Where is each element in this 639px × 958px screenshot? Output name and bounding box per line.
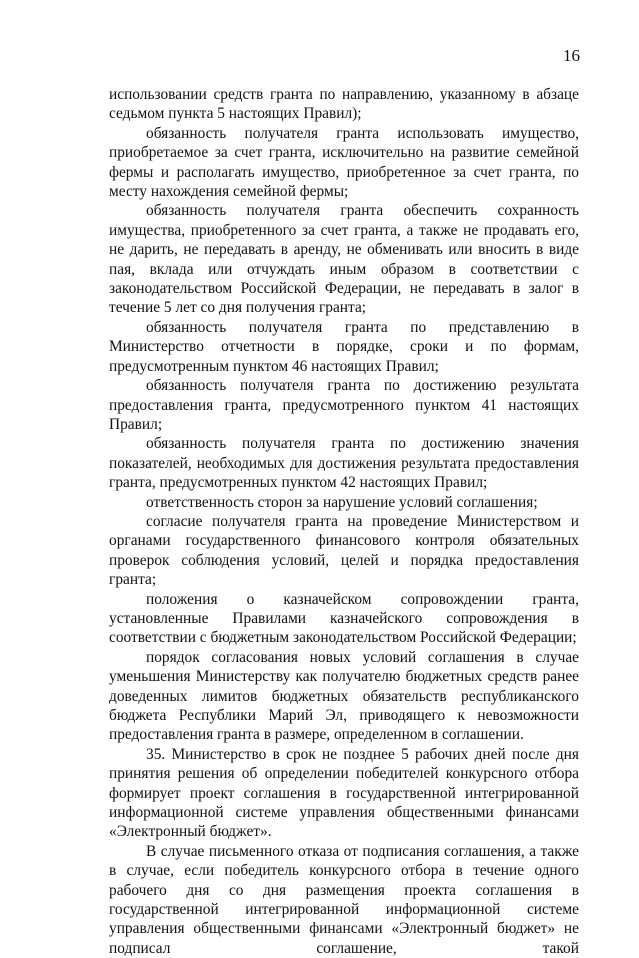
- document-body: [109, 85, 579, 958]
- paragraph-obligation-preserve-property: обязанность получателя гранта обеспечить сохранность имущества, приобретенного за счет гранта, а также не продавать его, не дарить, не передавать в аренду, не обменивать или вносить в виде пая, вклада или отчуждать иным образом в соответствии с законодательством Российской Федерации, не передавать в залог в течение 5 лет со дня получения гранта;: [109, 202, 579, 317]
- paragraph-responsibility: ответственность сторон за нарушение условий соглашения;: [146, 493, 538, 511]
- page-number: 16: [563, 46, 580, 65]
- paragraph-continuation: использовании средств гранта по направлению, указанному в абзаце седьмом пункта 5 настоящих Правил);: [109, 86, 579, 123]
- paragraph-consent-inspections: согласие получателя гранта на проведение Министерством и органами государственного финансового контроля обязательных проверок соблюдения условий, целей и порядка предоставления гранта;: [109, 512, 579, 589]
- paragraph-item-35: 35. Министерство в срок не позднее 5 рабочих дней после дня принятия решения об определении победителей конкурсного отбора формирует проект соглашения в государственной интегрированной информационной системе управления общественными финансами «Электронный бюджет».: [109, 745, 579, 841]
- paragraph-obligation-indicators: обязанность получателя гранта по достижению значения показателей, необходимых для достижения результата предоставления гранта, предусмотренных пунктом 42 настоящих Правил;: [109, 435, 579, 492]
- paragraph-refusal: В случае письменного отказа от подписания соглашения, а также в случае, если победитель конкурсного отбора в течение одного рабочего дня со дня размещения проекта соглашения в государственной интегрированной информационной системе управления общественными финансами «Электронный бюджет» не подписал соглашение, такой: [109, 842, 579, 957]
- paragraph-obligation-reporting: обязанность получателя гранта по представлению в Министерство отчетности в порядке, сроки и по формам, предусмотренным пунктом 46 настоящих Правил;: [109, 318, 579, 375]
- paragraph-obligation-result: обязанность получателя гранта по достижению результата предоставления гранта, предусмотренного пунктом 41 настоящих Правил;: [109, 377, 579, 433]
- paragraph-treasury-support: положения о казначейском сопровождении гранта, установленные Правилами казначейского сопровождения в соответствии с бюджетным законодательством Российской Федерации;: [109, 590, 579, 647]
- paragraph-new-conditions: порядок согласования новых условий соглашения в случае уменьшения Министерству как получателю бюджетных средств ранее доведенных лимитов бюджетных обязательств республиканского бюджета Республики Марий Эл, приводящего к невозможности предоставления гранта в размере, определенном в соглашении.: [109, 648, 579, 744]
- paragraph-obligation-use-property: обязанность получателя гранта использовать имущество, приобретаемое за счет гранта, исключительно на развитие семейной фермы и располагать имущество, приобретенное за счет гранта, по месту нахождения семейной фермы;: [109, 124, 579, 201]
